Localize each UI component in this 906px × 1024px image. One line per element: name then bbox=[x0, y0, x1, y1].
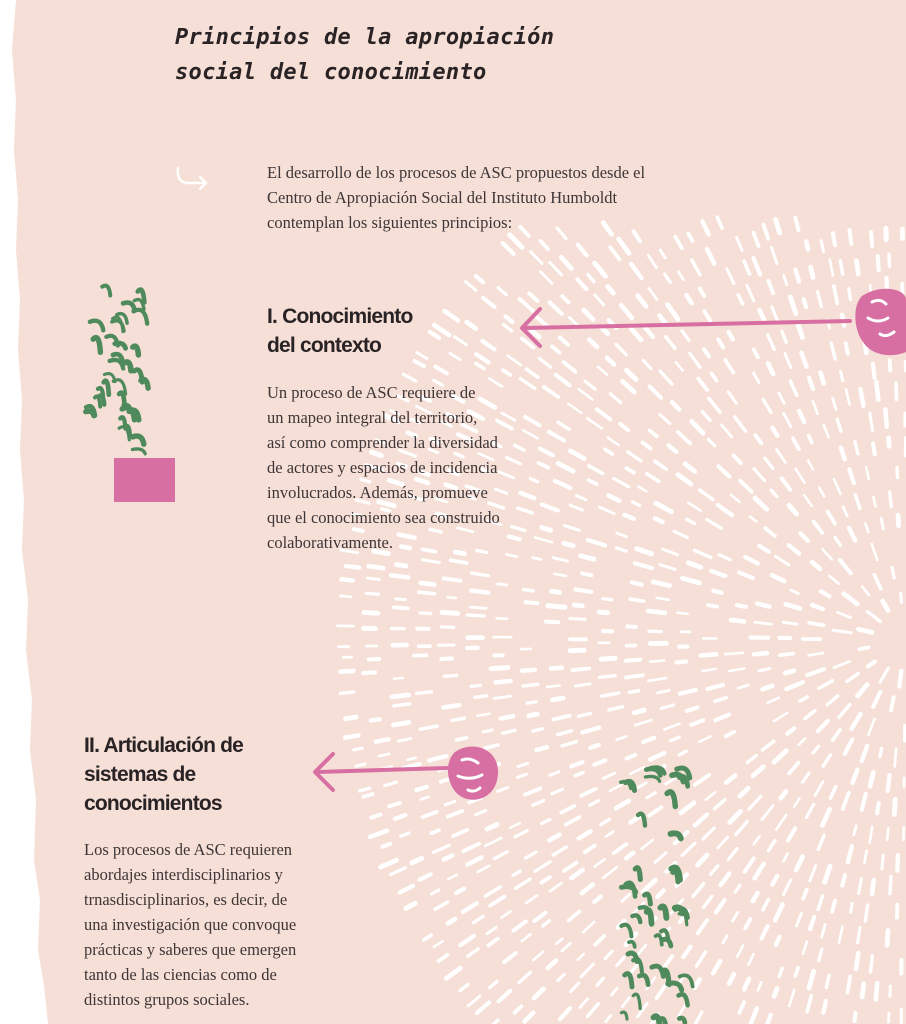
intro-paragraph: El desarrollo de los procesos de ASC propuestos desde el Centro de Apropiación Social del Instituto Humboldt contemplan los siguientes principios: bbox=[267, 163, 646, 232]
pink-blob-top bbox=[855, 289, 906, 355]
arrow-left-icon bbox=[315, 754, 448, 790]
heading-line: conocimientos bbox=[84, 792, 222, 815]
body-line: colaborativamente. bbox=[267, 533, 393, 552]
return-arrow-icon bbox=[175, 166, 211, 190]
body-line: que el conocimiento sea construido bbox=[267, 508, 500, 527]
heading-line: II. Articulación de bbox=[84, 734, 244, 757]
heading-line: I. Conocimiento bbox=[267, 305, 413, 328]
heading-line: del contexto bbox=[267, 334, 382, 357]
page-title bbox=[175, 20, 554, 90]
body-line: tanto de las ciencias como de bbox=[84, 965, 277, 984]
body-line: un mapeo integral del territorio, bbox=[267, 408, 478, 427]
body-line: abordajes interdisciplinarios y bbox=[84, 865, 283, 884]
body-line: involucrados. Además, promueve bbox=[267, 483, 488, 502]
principle-1-body bbox=[267, 380, 537, 555]
body-line: distintos grupos sociales. bbox=[84, 990, 250, 1009]
principle-1-heading bbox=[267, 302, 413, 360]
body-line: una investigación que convoque bbox=[84, 915, 297, 934]
principle-2-body bbox=[84, 837, 334, 1012]
body-line: así como comprender la diversidad bbox=[267, 433, 498, 452]
principle-2-heading bbox=[84, 731, 243, 818]
arrow-left-icon bbox=[522, 309, 850, 346]
body-line: Un proceso de ASC requiere de bbox=[267, 383, 476, 402]
pink-blob-bottom bbox=[448, 746, 498, 799]
body-line: de actores y espacios de incidencia bbox=[267, 458, 498, 477]
heading-line: sistemas de bbox=[84, 763, 196, 786]
page-title-line: social del conocimiento bbox=[175, 60, 487, 85]
page-title-line: Principios de la apropiación bbox=[175, 25, 555, 50]
pink-square-decoration bbox=[114, 458, 175, 502]
body-line: prácticas y saberes que emergen bbox=[84, 940, 297, 959]
body-line: Los procesos de ASC requieren bbox=[84, 840, 293, 859]
body-line: trnasdisciplinarios, es decir, de bbox=[84, 890, 288, 909]
